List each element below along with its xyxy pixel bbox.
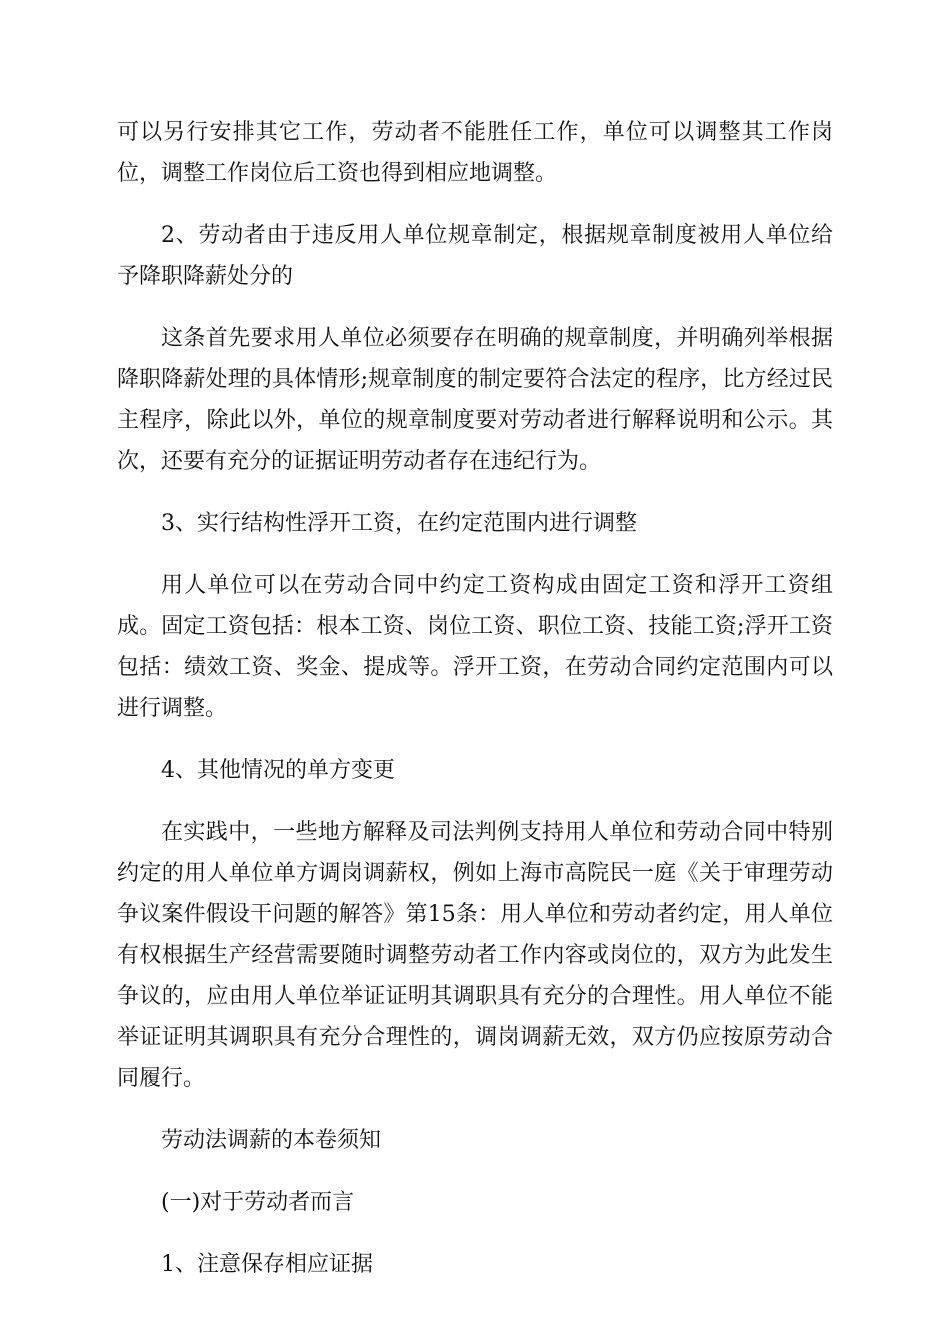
paragraph-rules-requirements: 这条首先要求用人单位必须要存在明确的规章制度，并明确列举根据降职降薪处理的具体情形;规章制度的制定要符合法定的程序，比方经过民主程序，除此以外，单位的规章制度要对劳动者进行解释说明和公示。其次，还要有充分的证据证明劳动者存在违纪行为。 bbox=[117, 326, 833, 474]
section-heading-2: 2、劳动者由于违反用人单位规章制定，根据规章制度被用人单位给予降职降薪处分的 bbox=[117, 223, 833, 289]
item-heading-1: 1、注意保存相应证据 bbox=[161, 1252, 373, 1277]
section-heading-4: 4、其他情况的单方变更 bbox=[161, 758, 395, 783]
subsection-heading-workers: (一)对于劳动者而言 bbox=[161, 1190, 355, 1215]
section-heading-3: 3、实行结构性浮开工资，在约定范围内进行调整 bbox=[161, 511, 637, 536]
paragraph-practice-cases: 在实践中，一些地方解释及司法判例支持用人单位和劳动合同中特别约定的用人单位单方调岗调薪权，例如上海市高院民一庭《关于审理劳动争议案件假设干问题的解答》第15条：用人单位和劳动者约定，用人单位有权根据生产经营需要随时调整劳动者工作内容或岗位的，双方为此发生争议的，应由用人单位举证证明其调职具有充分的合理性。用人单位不能举证证明其调职具有充分合理性的，调岗调薪无效，双方仍应按原劳动合同履行。 bbox=[117, 820, 833, 1091]
paragraph-continuation: 可以另行安排其它工作，劳动者不能胜任工作，单位可以调整其工作岗位，调整工作岗位后工资也得到相应地调整。 bbox=[117, 120, 833, 186]
paragraph-wage-structure: 用人单位可以在劳动合同中约定工资构成由固定工资和浮开工资组成。固定工资包括：根本工资、岗位工资、职位工资、技能工资;浮开工资包括：绩效工资、奖金、提成等。浮开工资，在劳动合同约定范围内可以进行调整。 bbox=[117, 573, 833, 721]
section-title-notes: 劳动法调薪的本卷须知 bbox=[161, 1128, 382, 1153]
document-body bbox=[117, 112, 833, 1306]
